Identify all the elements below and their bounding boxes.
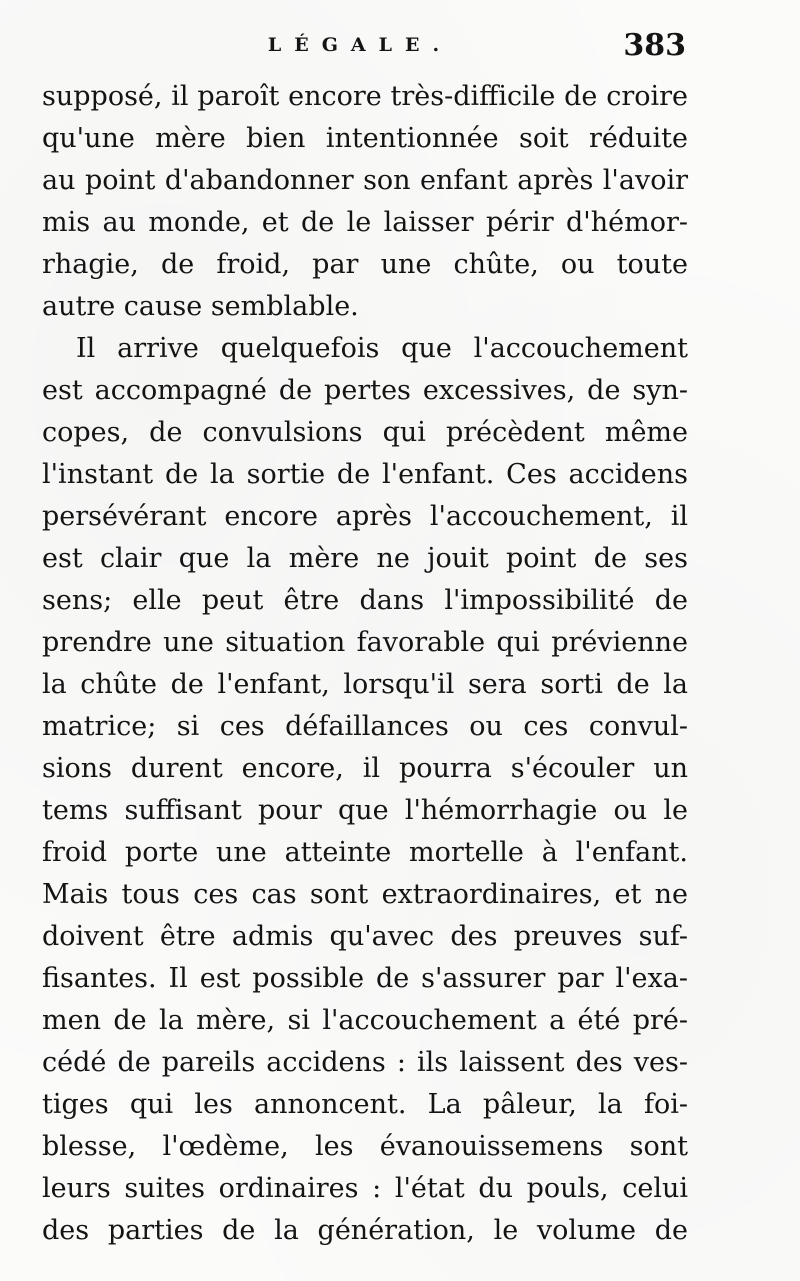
text-line: Il arrive quelquefois que l'accouchement [76,333,688,364]
paragraph-2 [42,328,688,1252]
text-line: l'instant de la sortie de l'enfant. Ces accidens [42,459,688,490]
text-line: leurs suites ordinaires : l'état du pouls, celui [42,1173,688,1204]
page-number: 383 [623,28,686,63]
text-line: Mais tous ces cas sont extraordinaires, et ne [42,879,688,910]
text-line: cédé de pareils accidens : ils laissent des ves- [42,1047,688,1078]
text-line: rhagie, de froid, par une chûte, ou toute [42,249,688,280]
text-line: est clair que la mère ne jouit point de ses [42,543,688,574]
text-line: sens; elle peut être dans l'impossibilité de [42,585,688,616]
running-title: LÉGALE. [267,34,453,56]
text-line: matrice; si ces défaillances ou ces convul- [42,711,688,742]
body-text [42,76,688,1252]
text-line: qu'une mère bien intentionnée soit réduite [42,123,688,154]
text-line: men de la mère, si l'accouchement a été pré- [42,1005,688,1036]
text-line: mis au monde, et de le laisser périr d'hémor- [42,207,688,238]
page-header [40,28,686,72]
text-line: doivent être admis qu'avec des preuves suf- [42,921,688,952]
text-line: des parties de la génération, le volume de [42,1215,688,1246]
text-line: prendre une situation favorable qui prévienne [42,627,688,658]
text-line: froid porte une atteinte mortelle à l'enfant. [42,837,688,868]
text-line: fisantes. Il est possible de s'assurer par l'exa- [42,963,688,994]
text-line: blesse, l'œdème, les évanouissemens sont [42,1131,688,1162]
text-line: est accompagné de pertes excessives, de syn- [42,375,688,406]
text-line: persévérant encore après l'accouchement, il [42,501,688,532]
text-line: la chûte de l'enfant, lorsqu'il sera sorti de la [42,669,688,700]
text-line: supposé, il paroît encore très-difficile de croire [42,81,688,112]
text-line: au point d'abandonner son enfant après l'avoir [42,165,688,196]
text-line: copes, de convulsions qui précèdent même [42,417,688,448]
text-line: tems suffisant pour que l'hémorrhagie ou le [42,795,688,826]
text-line: sions durent encore, il pourra s'écouler un [42,753,688,784]
paragraph-1 [42,76,688,328]
text-line: autre cause semblable. [42,291,359,322]
text-line: tiges qui les annoncent. La pâleur, la foi- [42,1089,688,1120]
